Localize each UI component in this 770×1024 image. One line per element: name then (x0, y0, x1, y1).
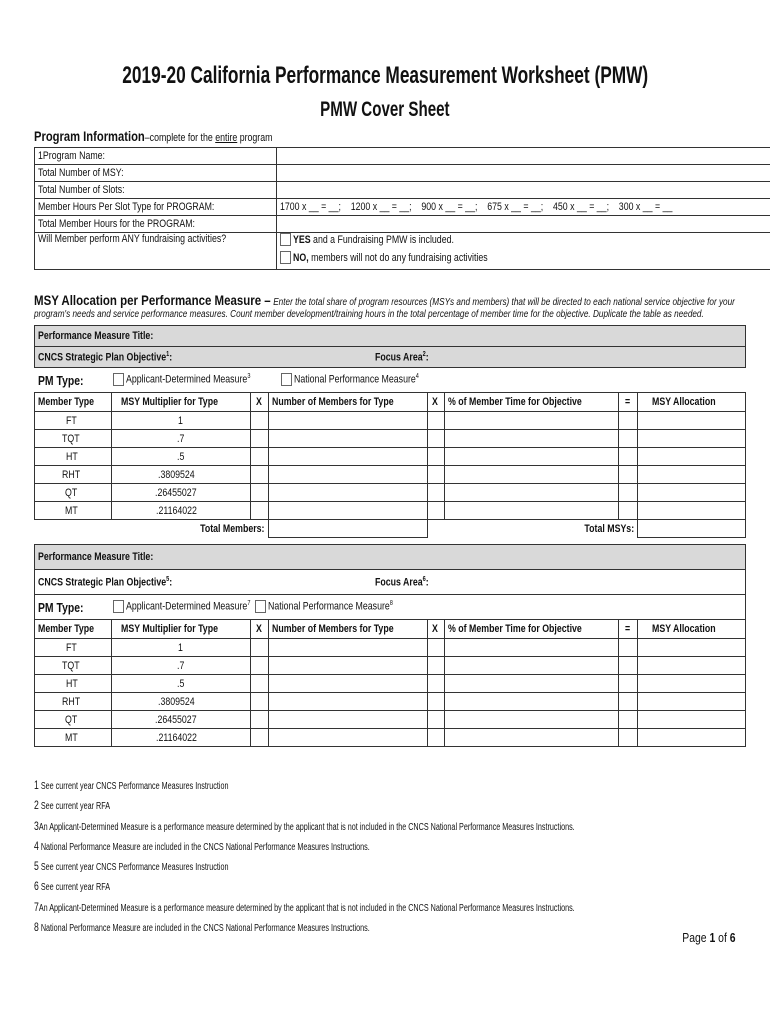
table-row: Total Number of Slots: (35, 182, 770, 199)
program-name-field[interactable] (277, 148, 770, 165)
total-slots-field[interactable] (277, 182, 770, 199)
pm-title-field[interactable]: Performance Measure Title: (35, 545, 746, 570)
performance-measure-table-1: Performance Measure Title: CNCS Strategic Plan Objective$^1$: Focus Area$^2$: PM Type: Applicant-Determined Measure$^3$ National Performance Measure$^4$ Member Type MSY Multiplier for Type X Number of Members for Type X % of Member Time for Objective = MSY Allocation FT 1 TQT .7 HT .5 RHT .3809524 QT .26455027 MT .21164022 Total Members: Total MSYs: (34, 325, 746, 538)
table-row: HT .5 (35, 448, 746, 466)
total-msys-field[interactable] (637, 520, 745, 538)
footnote: 5 See current year CNCS Performance Measures Instruction (34, 859, 229, 874)
total-member-hours-field[interactable] (277, 216, 770, 233)
table-row: MT .21164022 (35, 502, 746, 520)
footnote: 4 National Performance Measure are included in the CNCS National Performance Measures Instructions. (34, 838, 370, 853)
document-title: 2019-20 California Performance Measurement Worksheet (PMW) (122, 62, 648, 89)
national-measure-checkbox[interactable] (281, 373, 292, 386)
table-row: MT .21164022 (35, 729, 746, 747)
national-measure-checkbox[interactable] (255, 600, 266, 613)
table-row: FT 1 (35, 639, 746, 657)
table-row: HT .5 (35, 675, 746, 693)
document-subtitle: PMW Cover Sheet (320, 98, 450, 121)
table-row: QT .26455027 (35, 484, 746, 502)
table-row: TQT .7 (35, 430, 746, 448)
footnote: 8 National Performance Measure are included in the CNCS National Performance Measures Instructions. (34, 920, 370, 935)
applicant-determined-checkbox[interactable] (113, 373, 124, 386)
program-info-table (34, 147, 770, 270)
table-header-row: Member Type MSY Multiplier for Type X Number of Members for Type X % of Member Time for Objective = MSY Allocation (35, 393, 746, 412)
total-members-field[interactable] (268, 520, 427, 538)
footnote: 7An Applicant-Determined Measure is a performance measure determined by the applicant that is not included in the CNCS National Performance Measures Instructions. (34, 899, 575, 914)
footnote: 1 See current year CNCS Performance Measures Instruction (34, 778, 229, 792)
table-row: FT 1 (35, 412, 746, 430)
table-row: QT .26455027 (35, 711, 746, 729)
footnote: 3An Applicant-Determined Measure is a performance measure determined by the applicant that is not included in the CNCS National Performance Measures Instructions. (34, 818, 575, 833)
member-hours-per-slot-field[interactable]: 1700 x __ = __; 1200 x __ = __; 900 x __ = __; 675 x __ = __; 450 x __ = __; 300 x __ = __ (277, 199, 770, 216)
table-row: RHT .3809524 (35, 466, 746, 484)
table-row: TQT .7 (35, 657, 746, 675)
table-row: RHT .3809524 (35, 693, 746, 711)
applicant-determined-checkbox[interactable] (113, 600, 124, 613)
table-row: Total Member Hours for the PROGRAM: (35, 216, 770, 233)
table-header-row: Member Type MSY Multiplier for Type X Number of Members for Type X % of Member Time for Objective = MSY Allocation (35, 620, 746, 639)
footnote: 2 See current year RFA (34, 798, 111, 813)
fundraising-no-checkbox[interactable] (280, 251, 291, 264)
fundraising-yes-checkbox[interactable] (280, 233, 291, 246)
performance-measure-table-2: Performance Measure Title: CNCS Strategic Plan Objective$^5$: Focus Area$^6$: PM Type: Applicant-Determined Measure$^7$ National Performance Measure$^8$ Member Type MSY Multiplier for Type X Number of Members for Type X % of Member Time for Objective = MSY Allocation FT 1 TQT .7 HT .5 RHT .3809524 QT .26455027 MT .21164022 (34, 544, 746, 747)
objective-label: CNCS Strategic Plan Objective$^1$: (38, 350, 173, 364)
program-info-heading: Program Information–complete for the entire program (34, 128, 273, 144)
table-row: Member Hours Per Slot Type for PROGRAM: 1700 x __ = __; 1200 x __ = __; 900 x __ = __; 675 x __ = __; 450 x __ = __; 300 x __ = __ (35, 199, 770, 216)
table-row: Total Number of MSY: (35, 165, 770, 182)
footnote: 6 See current year RFA (34, 879, 111, 894)
focus-area-label: Focus Area$^6$: (374, 575, 429, 589)
pm-title-field[interactable]: Performance Measure Title: (35, 326, 746, 347)
page-number: Page 1 of 6 (682, 930, 736, 945)
focus-area-label: Focus Area$^2$: (374, 350, 429, 364)
table-row: 1Program Name: (35, 148, 770, 165)
total-msy-field[interactable] (277, 165, 770, 182)
footnotes (34, 776, 770, 938)
msy-allocation-heading: MSY Allocation per Performance Measure – Enter the total share of program resources (MSYs and members) that will be directed to each national service objective for your program's needs and service performance measures. Count member development/training hours in the total percentage of member time for the objective. Duplicate the table as needed. (34, 292, 735, 320)
totals-row: Total Members: Total MSYs: (35, 520, 746, 538)
table-row: Will Member perform ANY fundraising activities? YES and a Fundraising PMW is included. NO, members will not do any fundraising activities (35, 233, 770, 270)
objective-label: CNCS Strategic Plan Objective$^5$: (38, 575, 173, 589)
